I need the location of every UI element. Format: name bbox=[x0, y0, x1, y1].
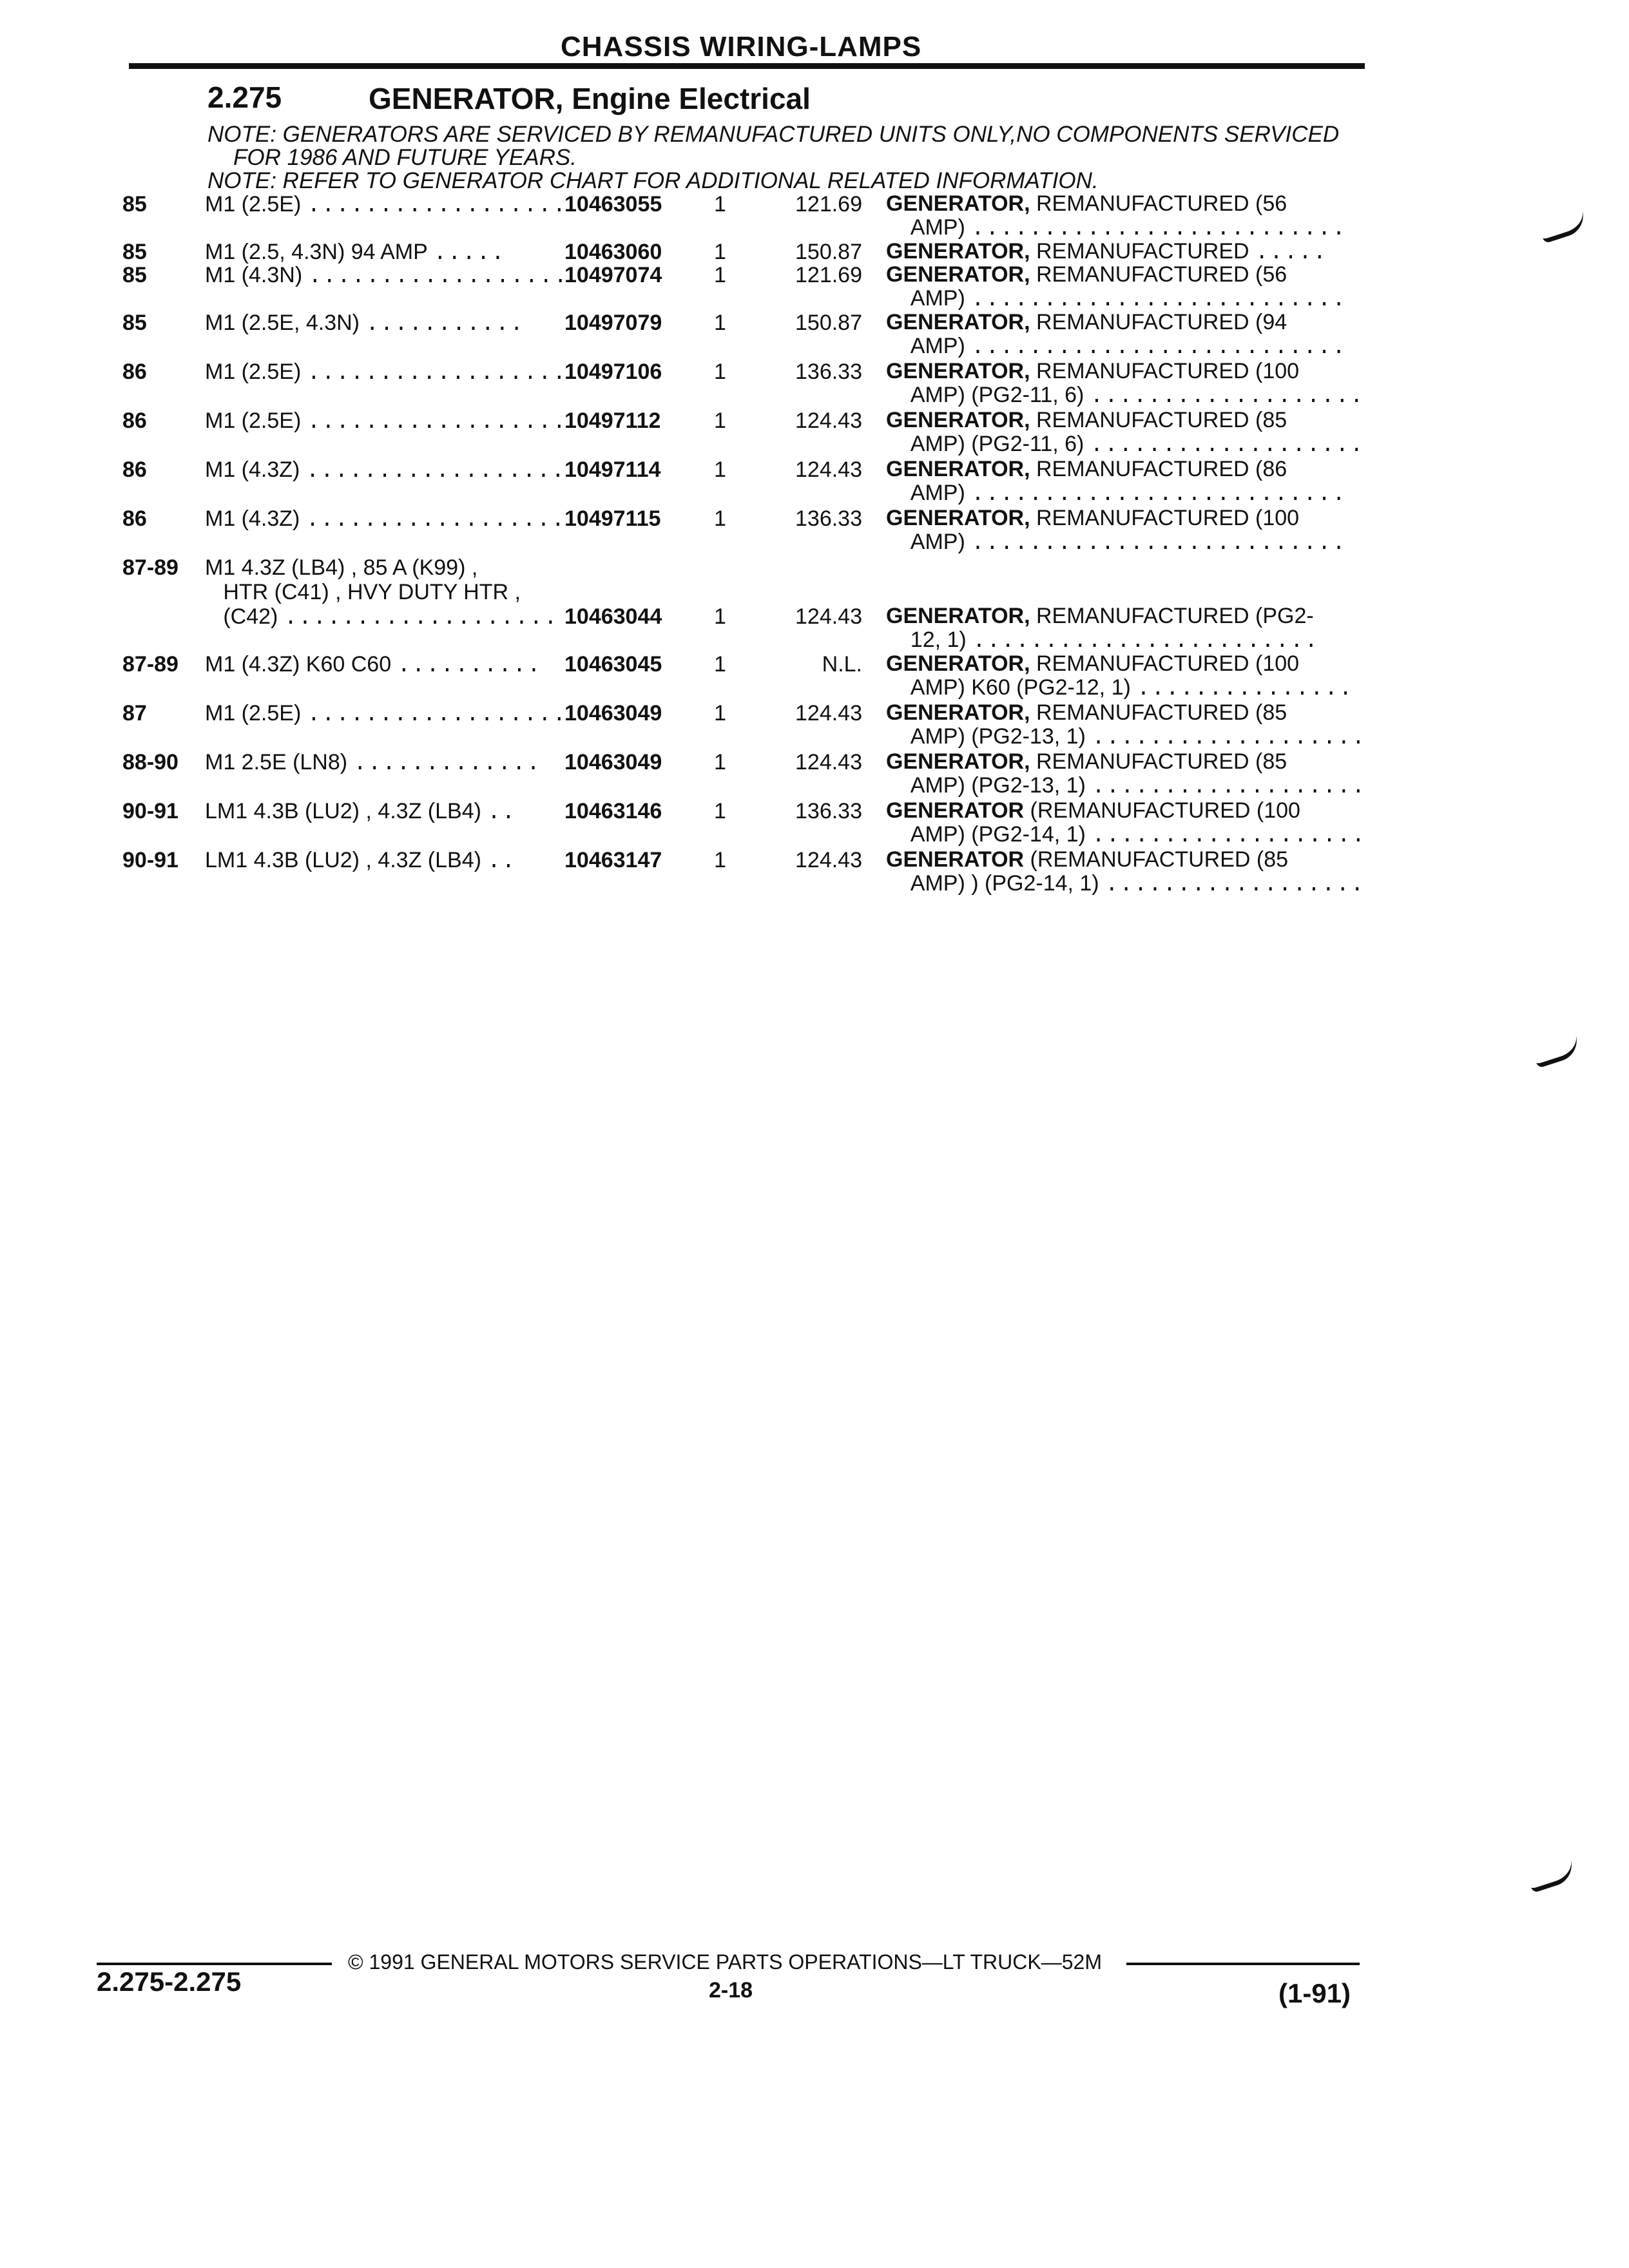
description-cell: GENERATOR (REMANUFACTURED (85 AMP) ) (PG2-14, 1) .................. bbox=[886, 847, 1365, 898]
part-number-cell: 10463044 bbox=[564, 604, 662, 629]
section-title: GENERATOR, Engine Electrical bbox=[369, 82, 811, 115]
part-number-cell: 10463049 bbox=[564, 750, 662, 774]
qty-cell: 1 bbox=[714, 311, 726, 335]
price-cell: 124.43 bbox=[795, 604, 862, 629]
part-number-cell: 10463045 bbox=[564, 652, 662, 677]
header-title: CHASSIS WIRING-LAMPS bbox=[561, 31, 922, 62]
qty-cell: 1 bbox=[714, 240, 726, 264]
footer-rule-right bbox=[1126, 1963, 1360, 1965]
part-number-cell: 10497106 bbox=[564, 360, 662, 384]
qty-cell: 1 bbox=[714, 848, 726, 872]
qty-cell: 1 bbox=[714, 750, 726, 774]
year-cell: 85 bbox=[122, 263, 147, 287]
margin-tick-mark bbox=[1538, 209, 1589, 244]
model-cell: M1 2.5E (LN8) ............. bbox=[205, 750, 541, 776]
price-cell: 136.33 bbox=[795, 799, 862, 823]
description-cell: GENERATOR, REMANUFACTURED (56 AMP) .......................... bbox=[886, 191, 1347, 242]
note-1-line-1: NOTE: GENERATORS ARE SERVICED BY REMANUFACTURED UNITS ONLY,NO COMPONENTS SERVICED bbox=[207, 122, 1340, 147]
description-cell: GENERATOR, REMANUFACTURED (100 AMP) (PG2-11, 6) ................... bbox=[886, 359, 1365, 409]
part-number-cell: 10463147 bbox=[564, 848, 662, 872]
footer-revision-date: (1-91) bbox=[1278, 1978, 1351, 2008]
year-cell: 85 bbox=[122, 311, 147, 335]
description-cell: GENERATOR, REMANUFACTURED (100 AMP) K60 (PG2-12, 1) ............... bbox=[886, 651, 1354, 702]
part-number-cell: 10497079 bbox=[564, 311, 662, 335]
note-1-line-2: FOR 1986 AND FUTURE YEARS. bbox=[233, 145, 577, 170]
margin-tick-mark bbox=[1527, 1859, 1577, 1894]
model-cell: M1 (4.3N) .................. bbox=[205, 263, 568, 289]
qty-cell: 1 bbox=[714, 506, 726, 531]
qty-cell: 1 bbox=[714, 652, 726, 677]
qty-cell: 1 bbox=[714, 263, 726, 287]
price-cell: 150.87 bbox=[795, 240, 862, 264]
qty-cell: 1 bbox=[714, 604, 726, 629]
price-cell: 124.43 bbox=[795, 408, 862, 433]
part-number-cell: 10497114 bbox=[564, 457, 661, 482]
part-number-cell: 10463146 bbox=[564, 799, 662, 823]
margin-tick-mark bbox=[1532, 1034, 1583, 1069]
part-number-cell: 10497112 bbox=[564, 408, 661, 433]
year-cell: 87 bbox=[122, 701, 147, 726]
part-number-cell: 10463049 bbox=[564, 701, 662, 726]
model-cell: M1 (2.5E, 4.3N) ........... bbox=[205, 311, 525, 337]
header-rule bbox=[129, 63, 1365, 69]
qty-cell: 1 bbox=[714, 457, 726, 482]
price-cell: 150.87 bbox=[795, 311, 862, 335]
year-cell: 86 bbox=[122, 360, 147, 384]
price-cell: 121.69 bbox=[795, 192, 862, 216]
description-cell: GENERATOR, REMANUFACTURED (100 AMP) .......................... bbox=[886, 506, 1347, 556]
description-cell: GENERATOR, REMANUFACTURED (85 AMP) (PG2-13, 1) ................... bbox=[886, 700, 1366, 751]
description-cell: GENERATOR, REMANUFACTURED (85 AMP) (PG2-11, 6) ................... bbox=[886, 408, 1365, 458]
description-cell: GENERATOR, REMANUFACTURED (PG2- 12, 1) ........................ bbox=[886, 604, 1319, 654]
price-cell: 124.43 bbox=[795, 701, 862, 726]
year-cell: 90-91 bbox=[122, 799, 178, 823]
description-cell: GENERATOR, REMANUFACTURED ..... bbox=[886, 239, 1328, 265]
description-cell: GENERATOR, REMANUFACTURED (85 AMP) (PG2-13, 1) ................... bbox=[886, 749, 1366, 800]
section-number: 2.275 bbox=[207, 81, 282, 114]
year-cell: 90-91 bbox=[122, 848, 178, 872]
model-cell: M1 4.3Z (LB4) , 85 A (K99) , HTR (C41) , HVY DUTY HTR , (C42) ................... bbox=[205, 555, 559, 631]
part-number-cell: 10463055 bbox=[564, 192, 662, 216]
year-cell: 86 bbox=[122, 408, 147, 433]
year-cell: 85 bbox=[122, 240, 147, 264]
model-cell: LM1 4.3B (LU2) , 4.3Z (LB4) .. bbox=[205, 848, 517, 874]
footer-page-number: 2-18 bbox=[709, 1978, 753, 2003]
model-cell: M1 (2.5E) .................. bbox=[205, 701, 567, 727]
price-cell: N.L. bbox=[822, 652, 862, 677]
qty-cell: 1 bbox=[714, 408, 726, 433]
year-cell: 87-89 bbox=[122, 555, 178, 580]
description-cell: GENERATOR (REMANUFACTURED (100 AMP) (PG2-14, 1) ................... bbox=[886, 798, 1366, 849]
model-cell: M1 (2.5E) .................. bbox=[205, 360, 567, 386]
year-cell: 85 bbox=[122, 192, 147, 216]
year-cell: 86 bbox=[122, 457, 147, 482]
part-number-cell: 10497115 bbox=[564, 506, 661, 531]
model-cell: M1 (2.5, 4.3N) 94 AMP ..... bbox=[205, 240, 506, 266]
note-2: NOTE: REFER TO GENERATOR CHART FOR ADDITIONAL RELATED INFORMATION. bbox=[207, 168, 1099, 193]
model-cell: M1 (4.3Z) K60 C60 .......... bbox=[205, 652, 542, 678]
qty-cell: 1 bbox=[714, 799, 726, 823]
price-cell: 136.33 bbox=[795, 506, 862, 531]
qty-cell: 1 bbox=[714, 360, 726, 384]
part-number-cell: 10497074 bbox=[564, 263, 662, 287]
price-cell: 121.69 bbox=[795, 263, 862, 287]
model-cell: M1 (2.5E) .................. bbox=[205, 192, 567, 218]
model-cell: LM1 4.3B (LU2) , 4.3Z (LB4) .. bbox=[205, 799, 517, 825]
qty-cell: 1 bbox=[714, 701, 726, 726]
footer-section-code: 2.275-2.275 bbox=[97, 1966, 242, 1997]
price-cell: 124.43 bbox=[795, 457, 862, 482]
model-cell: M1 (2.5E) .................. bbox=[205, 408, 567, 435]
description-cell: GENERATOR, REMANUFACTURED (94 AMP) .......................... bbox=[886, 310, 1347, 360]
price-cell: 124.43 bbox=[795, 750, 862, 774]
year-cell: 87-89 bbox=[122, 652, 178, 677]
qty-cell: 1 bbox=[714, 192, 726, 216]
price-cell: 136.33 bbox=[795, 360, 862, 384]
part-number-cell: 10463060 bbox=[564, 240, 662, 264]
description-cell: GENERATOR, REMANUFACTURED (56 AMP) .......................... bbox=[886, 262, 1347, 312]
footer-copyright: © 1991 GENERAL MOTORS SERVICE PARTS OPERATIONS—LT TRUCK—52M bbox=[348, 1950, 1102, 1974]
model-cell: M1 (4.3Z) .................. bbox=[205, 506, 566, 533]
year-cell: 88-90 bbox=[122, 750, 178, 774]
price-cell: 124.43 bbox=[795, 848, 862, 872]
footer-rule-left bbox=[97, 1963, 332, 1965]
description-cell: GENERATOR, REMANUFACTURED (86 AMP) .......................... bbox=[886, 457, 1347, 507]
year-cell: 86 bbox=[122, 506, 147, 531]
model-cell: M1 (4.3Z) .................. bbox=[205, 457, 566, 484]
